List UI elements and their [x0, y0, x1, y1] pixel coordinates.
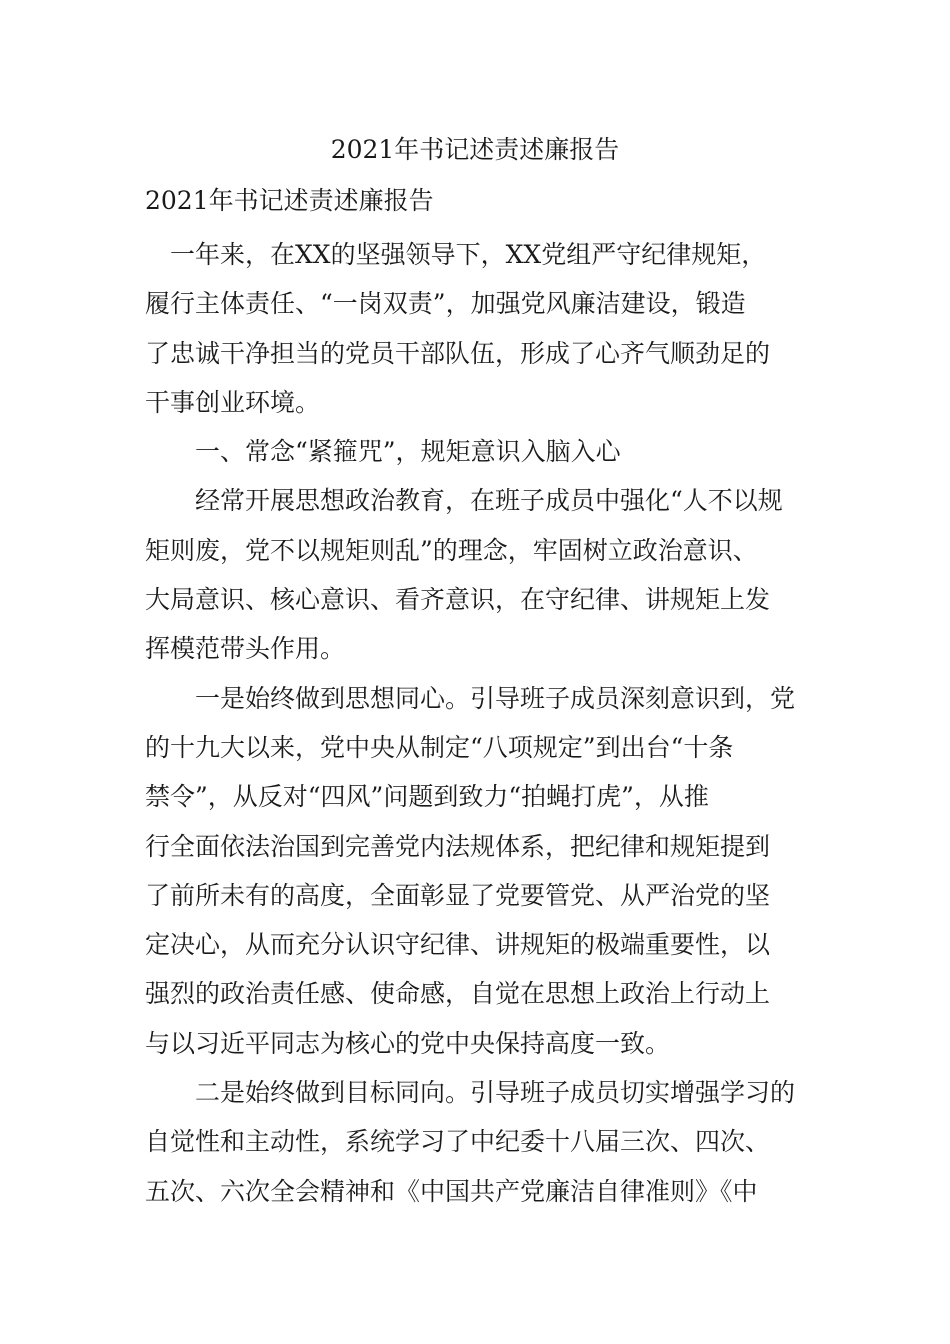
- text-line: 自觉性和主动性，系统学习了中纪委十八届三次、四次、: [145, 1127, 771, 1157]
- text-line: 干事创业环境。: [145, 387, 321, 417]
- text-line: 强烈的政治责任感、使命感，自觉在思想上政治上行动上: [145, 979, 771, 1009]
- text-line: 挥模范带头作用。: [145, 634, 346, 664]
- text-line: 一年来，在XX的坚强领导下，XX党组严守纪律规矩，: [145, 240, 767, 269]
- text-line: 履行主体责任、“一岗双责”，加强党风廉洁建设，锻造: [145, 289, 746, 319]
- text-line: 五次、六次全会精神和《中国共产党廉洁自律准则》《中: [145, 1176, 758, 1206]
- text-line: 禁令”，从反对“四风”问题到致力“拍蝇打虎”，从推: [145, 782, 709, 812]
- document-title: 2021年书记述责述廉报告: [330, 135, 620, 164]
- text-line: 定决心，从而充分认识守纪律、讲规矩的极端重要性，以: [145, 930, 771, 960]
- text-line: 一是始终做到思想同心。引导班子成员深刻意识到，党: [145, 683, 796, 713]
- text-line: 了前所未有的高度，全面彰显了党要管党、从严治党的坚: [145, 880, 771, 910]
- document-subtitle: 2021年书记述责述廉报告: [145, 186, 434, 215]
- text-line: 与以习近平同志为核心的党中央保持高度一致。: [145, 1028, 671, 1058]
- text-line: 行全面依法治国到完善党内法规体系，把纪律和规矩提到: [145, 831, 771, 861]
- text-line: 的十九大以来，党中央从制定“八项规定”到出台“十条: [145, 732, 734, 762]
- text-line: 矩则废，党不以规矩则乱”的理念，牢固树立政治意识、: [145, 535, 758, 565]
- text-line: 经常开展思想政治教育，在班子成员中强化“人不以规: [145, 486, 783, 516]
- section-heading: 一、常念“紧箍咒”，规矩意识入脑入心: [145, 437, 621, 467]
- text-line: 大局意识、核心意识、看齐意识，在守纪律、讲规矩上发: [145, 585, 771, 615]
- document-body: [145, 230, 817, 1216]
- text-line: 二是始终做到目标同向。引导班子成员切实增强学习的: [145, 1078, 796, 1108]
- text-line: 了忠诚干净担当的党员干部队伍，形成了心齐气顺劲足的: [145, 338, 771, 368]
